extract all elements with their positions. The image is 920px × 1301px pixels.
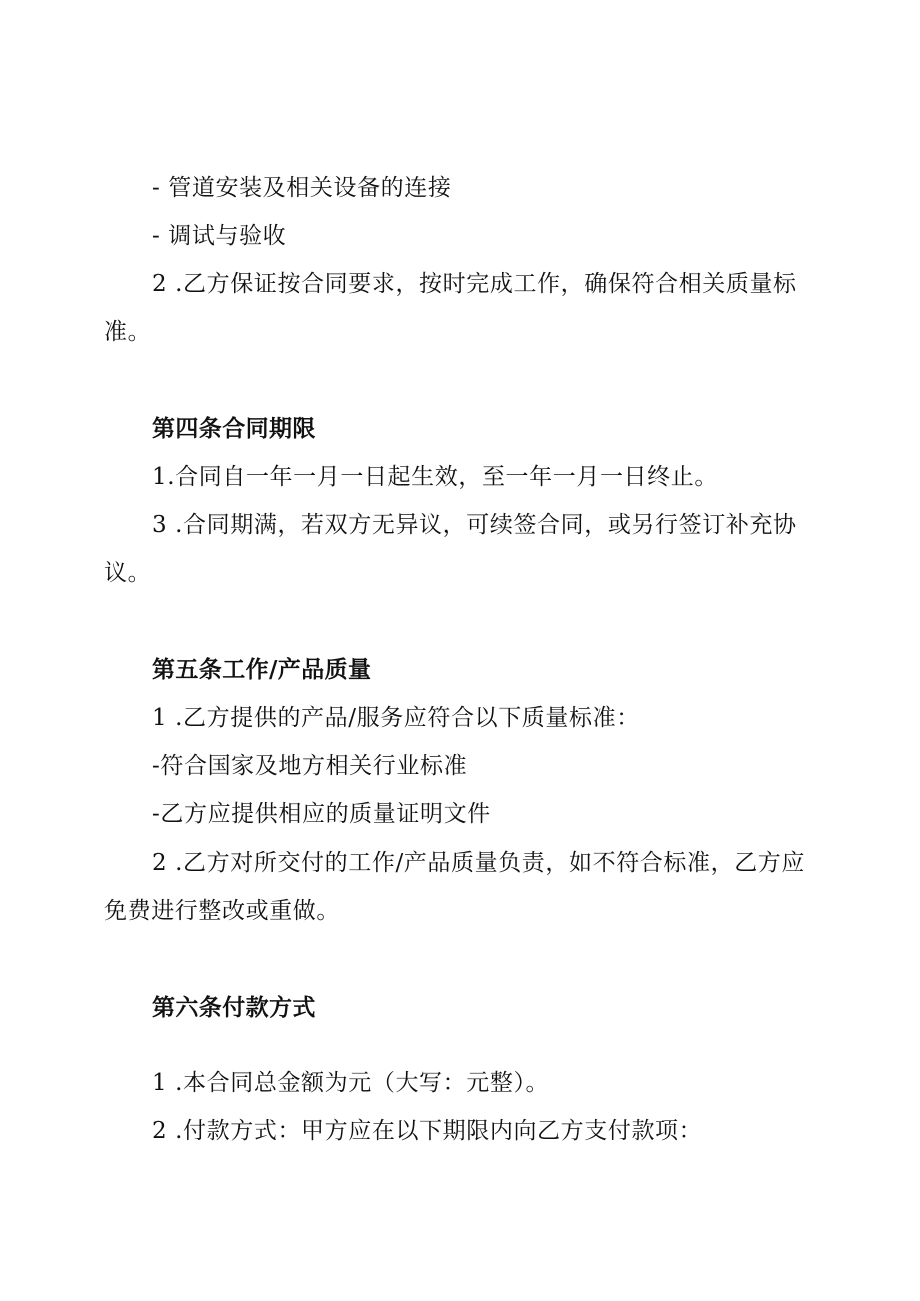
- paragraph: 1 .本合同总金额为元（大写：元整）。: [152, 1070, 550, 1096]
- paragraph: 1.合同自一年一月一日起生效，至一年一月一日终止。: [152, 464, 718, 490]
- list-item: - 调试与验收: [152, 223, 287, 249]
- section-heading: 第五条工作/产品质量: [152, 656, 372, 683]
- paragraph: 1 .乙方提供的产品/服务应符合以下质量标准：: [152, 705, 640, 731]
- paragraph-continuation: 准。: [104, 319, 152, 345]
- list-item: -乙方应提供相应的质量证明文件: [152, 801, 491, 827]
- section-heading: 第六条付款方式: [152, 994, 316, 1021]
- paragraph-continuation: 免费进行整改或重做。: [104, 898, 340, 924]
- list-item: -符合国家及地方相关行业标准: [152, 753, 468, 779]
- paragraph-continuation: 议。: [104, 560, 152, 586]
- paragraph: 2 .乙方保证按合同要求，按时完成工作，确保符合相关质量标: [152, 271, 797, 297]
- list-item: - 管道安装及相关设备的连接: [152, 175, 452, 201]
- paragraph: 2 .乙方对所交付的工作/产品质量负责，如不符合标准，乙方应: [152, 850, 806, 876]
- paragraph: 3 .合同期满，若双方无异议，可续签合同，或另行签订补充协: [152, 512, 797, 538]
- section-heading: 第四条合同期限: [152, 415, 316, 442]
- paragraph: 2 .付款方式：甲方应在以下期限内向乙方支付款项：: [152, 1118, 703, 1144]
